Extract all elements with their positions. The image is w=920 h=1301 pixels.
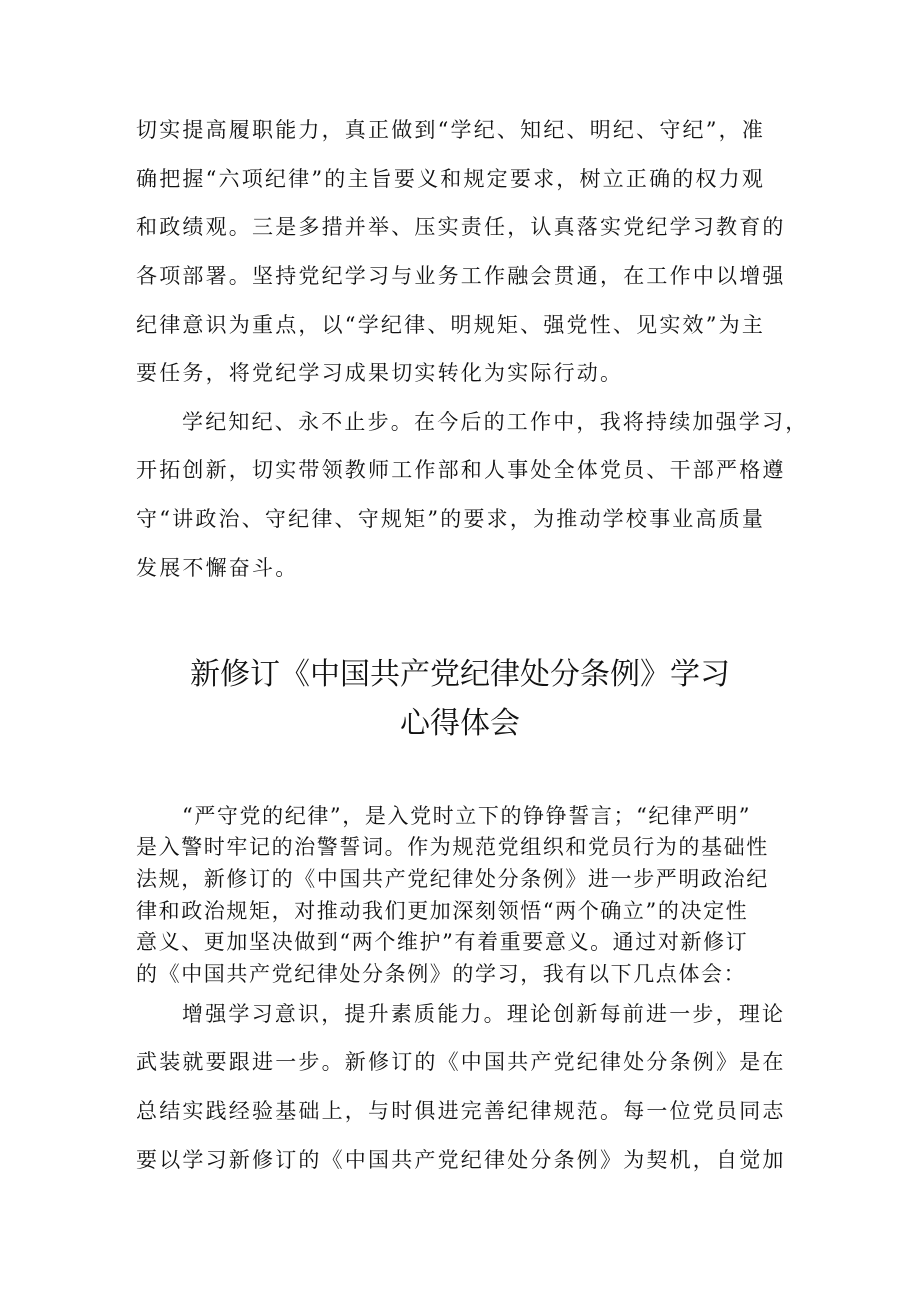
text-line: 法规，新修订的《中国共产党纪律处分条例》进一步严明政治纪 bbox=[136, 867, 769, 891]
text-line: 各项部署。坚持党纪学习与业务工作融会贯通，在工作中以增强 bbox=[136, 264, 786, 288]
text-line: 要任务，将党纪学习成果切实转化为实际行动。 bbox=[136, 361, 624, 385]
text-line: 增强学习意识，提升素质能力。理论创新每前进一步，理论 bbox=[182, 1002, 786, 1026]
text-line: 切实提高履职能力，真正做到“学纪、知纪、明纪、守纪”，准 bbox=[136, 118, 766, 142]
text-line: 律和政治规矩，对推动我们更加深刻领悟“两个确立”的决定性 bbox=[136, 899, 749, 923]
article-title-line2: 心得体会 bbox=[400, 706, 520, 741]
text-line: 纪律意识为重点，以“学纪律、明规矩、强党性、见实效”为主 bbox=[136, 313, 766, 337]
text-line: 发展不懈奋斗。 bbox=[136, 556, 299, 580]
text-line: 和政绩观。三是多措并举、压实责任，认真落实党纪学习教育的 bbox=[136, 215, 786, 239]
text-line: 的《中国共产党纪律处分条例》的学习，我有以下几点体会： bbox=[136, 962, 747, 986]
text-line: 总结实践经验基础上，与时俱进完善纪律规范。每一位党员同志 bbox=[136, 1099, 786, 1123]
text-line: 要以学习新修订的《中国共产党纪律处分条例》为契机，自觉加 bbox=[136, 1148, 786, 1172]
text-line: 确把握“六项纪律”的主旨要义和规定要求，树立正确的权力观 bbox=[136, 167, 766, 191]
text-line: 意义、更加坚决做到“两个维护”有着重要意义。通过对新修订 bbox=[136, 930, 749, 954]
text-line: 开拓创新，切实带领教师工作部和人事处全体党员、干部严格遵 bbox=[136, 458, 786, 482]
text-line: 是入警时牢记的治警誓词。作为规范党组织和党员行为的基础性 bbox=[136, 835, 769, 859]
article-title-line1: 新修订《中国共产党纪律处分条例》学习 bbox=[190, 657, 730, 692]
text-line: “严守党的纪律”，是入党时立下的铮铮誓言；“纪律严明” bbox=[182, 804, 752, 828]
text-line: 学纪知纪、永不止步。在今后的工作中，我将持续加强学习， bbox=[182, 410, 809, 434]
text-line: 守“讲政治、守纪律、守规矩”的要求，为推动学校事业高质量 bbox=[136, 507, 766, 531]
text-line: 武装就要跟进一步。新修订的《中国共产党纪律处分条例》是在 bbox=[136, 1050, 786, 1074]
